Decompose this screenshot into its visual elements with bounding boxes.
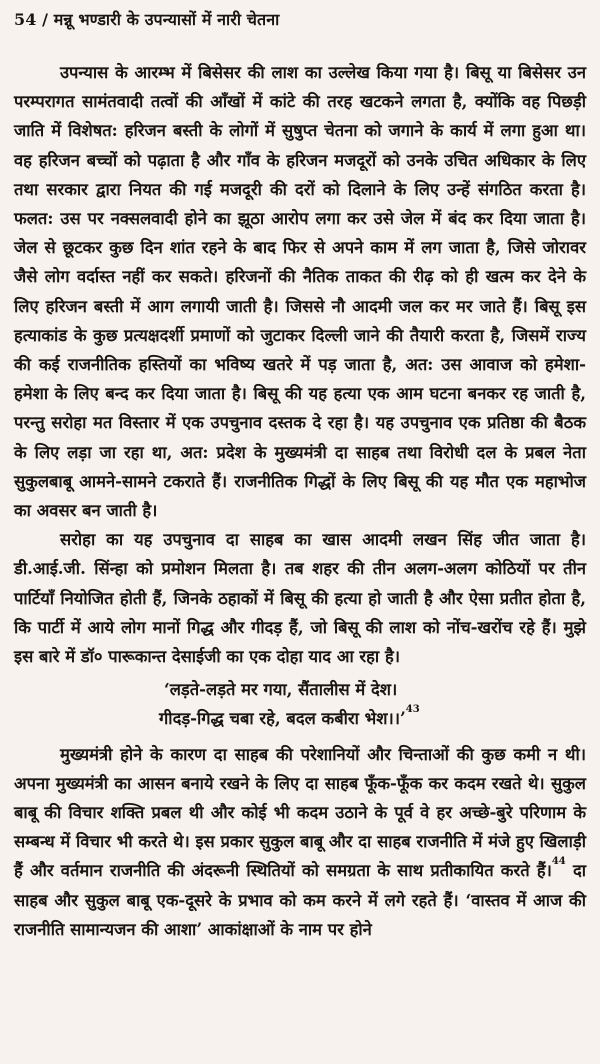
paragraph-3-text: मुख्यमंत्री होने के कारण दा साहब की परेशानियों और चिन्ताओं की कुछ कमी न थी। अपना मुख्यमंत्री का आसन बनाये रखने के लिए दा साहब फूँक-फूँक कर कदम रखते थे। सुकुल बाबू की विचार शक्ति प्रबल थी और कोई भी कदम उठाने के पूर्व वे हर अच्छे-बुरे परिणाम के सम्बन्ध में विचार भी करते थे। इस प्रकार सुकुल बाबू और दा साहब राजनीति में मंजे हुए खिलाड़ी हैं और वर्तमान राजनीति की अंदरूनी स्थितियों को समग्रता के साथ प्रतीकायित करते हैं। (14, 744, 586, 881)
doha-line-2-text: गीदड़-गिद्ध चबा रहे, बदल कबीरा भेश।।’ (159, 709, 406, 729)
footnote-ref-44: 44 (551, 855, 566, 867)
page-body (14, 58, 586, 944)
page-number: 54 (14, 10, 37, 29)
book-title: मन्नू भण्डारी के उपन्यासों में नारी चेतना (53, 10, 280, 29)
paragraph-1: उपन्यास के आरम्भ में बिसेसर की लाश का उल्लेख किया गया है। बिसू या बिसेसर उन परम्परागत सामंतवादी तत्वों की आँखों में कांटे की तरह खटकने लगता है, क्योंकि वह पिछड़ी जाति में विशेषत: हरिजन बस्ती के लोगों में सुषुप्त चेतना को जगाने के कार्य में लगा हुआ था। वह हरिजन बच्चों को पढ़ाता है और गाँव के हरिजन मजदूरों को उनके उचित अधिकार के लिए तथा सरकार द्वारा नियत की गई मजदूरी की दरों को दिलाने के लिए उन्हें संगठित करता है। फलत: उस पर नक्सलवादी होने का झूठा आरोप लगा कर उसे जेल में बंद कर दिया जाता है। जेल से छूटकर कुछ दिन शांत रहने के बाद फिर से अपने काम में लग जाता है, जिसे जोरावर जैसे लोग वर्दास्त नहीं कर सकते। हरिजनों की नैतिक ताकत की रीढ़ को ही खत्म कर देने के लिए हरिजन बस्ती में आग लगायी जाती है। जिससे नौ आदमी जल कर मर जाते हैं। बिसू इस हत्याकांड के कुछ प्रत्यक्षदर्शी प्रमाणों को जुटाकर दिल्ली जाने की तैयारी करता है, जिसमें राज्य की कई राजनीतिक हस्तियों का भविष्य खतरे में पड़ जाता है, अत: उस आवाज को हमेशा-हमेशा के लिए बन्द कर दिया जाता है। बिसू की यह हत्या एक आम घटना बनकर रह जाती है, परन्तु सरोहा मत विस्तार में एक उपचुनाव दस्तक दे रहा है। यह उपचुनाव एक प्रतिष्ठा की बैठक के लिए लड़ा जा रहा था, अत: प्रदेश के मुख्यमंत्री दा साहब तथा विरोधी दल के प्रबल नेता सुकुलबाबू आमने-सामने टकराते हैं। राजनीतिक गिद्धों के लिए बिसू की यह मौत एक महाभोज का अवसर बन जाती है। (14, 63, 586, 521)
doha-line-1: ‘लड़ते-लड़ते मर गया, सैंतालीस में देश। (164, 680, 398, 700)
doha-quote (14, 675, 586, 733)
paragraph-3 (14, 740, 586, 944)
doha-line-2 (14, 704, 586, 733)
paragraph-2: सरोहा का यह उपचुनाव दा साहब का खास आदमी लखन सिंह जीत जाता है। डी.आई.जी. सिंन्हा को प्रमोशन मिलता है। तब शहर की तीन अलग-अलग कोठियों पर तीन पार्टियाँ नियोजित होती हैं, जिनके ठहाकों में बिसू की हत्या हो जाती है और ऐसा प्रतीत होता है, कि पार्टी में आये लोग मानों गिद्ध और गीदड़ हैं, जो बिसू की लाश को नोंच-खरोंच रहे हैं। मुझे इस बारे में डॉ० पारूकान्त देसाईजी का एक दोहा याद आ रहा है। (14, 530, 586, 667)
footnote-ref-43: 43 (405, 703, 420, 715)
running-header (14, 8, 279, 30)
header-separator: / (42, 10, 49, 29)
paragraph-3-continuation: दा साहब और सुकुल बाबू एक-दूसरे के प्रभाव को कम करने में लगे रहते हैं। ‘वास्तव में आज की राजनीति सामान्यजन की आशा’ आकांक्षाओं के नाम पर होने (14, 861, 586, 939)
